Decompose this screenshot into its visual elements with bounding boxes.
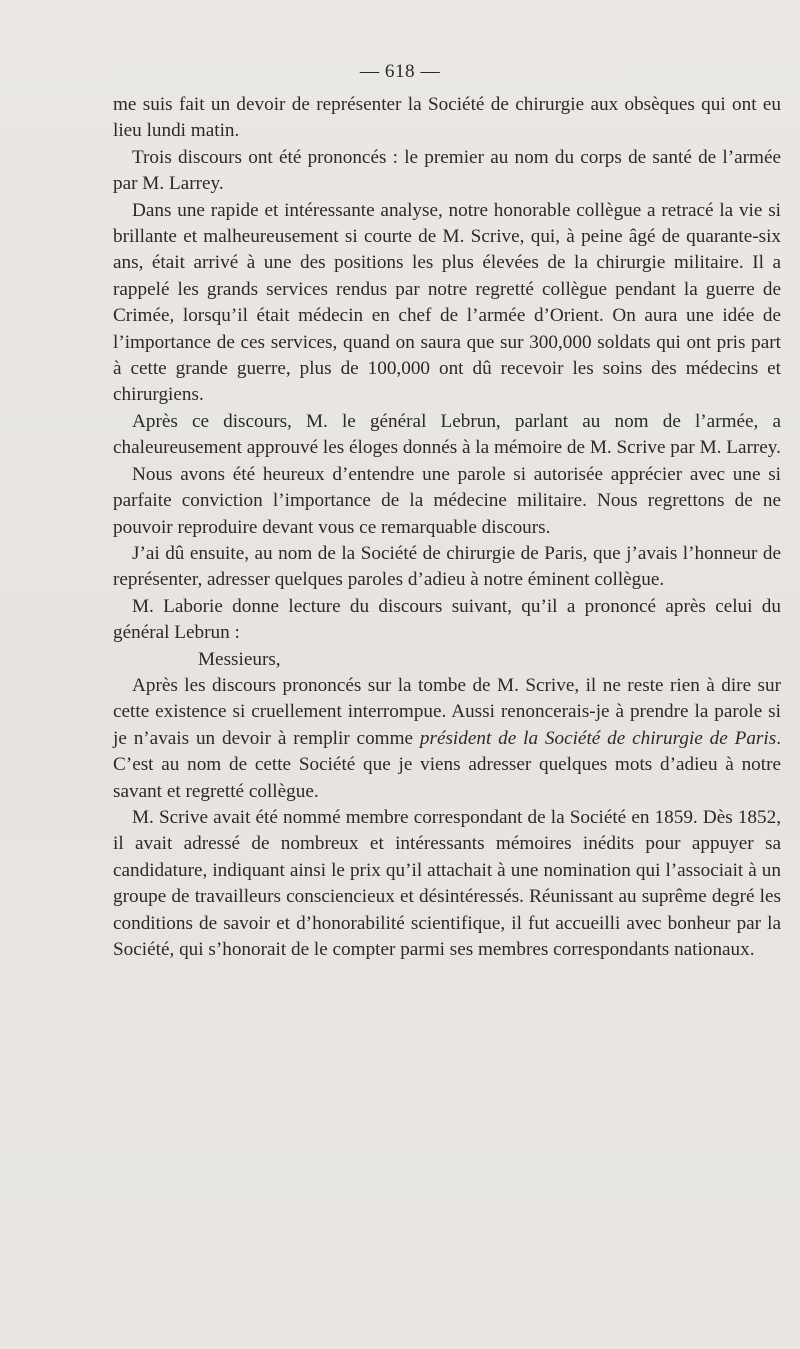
paragraph-8-text-start: Après les discours prononcés sur la tombe de M. Scrive, il ne reste rien à dire sur cette existence si cruellement interrompue. Aussi renoncerais-je à prendre la parole si je n’avais un devoir à remplir comme: [113, 674, 781, 749]
paragraph-9: M. Scrive avait été nommé membre correspondant de la Société en 1859. Dès 1852, il avait adressé de nombreux et intéressants mémoires inédits pour appuyer sa candidature, indiquant ainsi le prix qu’il attachait à une nomination qui l’associait à un groupe de travailleurs consciencieux et désintéressés. Réunissant au suprême degré les conditions de savoir et d’honorabilité scientifique, il fut accueilli avec bonheur par la Société, qui s’honorait de le compter parmi ses membres correspondants nationaux.: [113, 806, 781, 960]
text-column: [113, 92, 781, 963]
paragraph-1: me suis fait un devoir de représenter la Société de chirurgie aux obsèques qui ont eu lieu lundi matin.: [113, 94, 781, 142]
paragraph-8: [113, 673, 781, 805]
paragraph-8-italic-title: président de la Société de chirurgie de Paris: [419, 727, 777, 749]
paragraph-4: Après ce discours, M. le général Lebrun, parlant au nom de l’armée, a chaleureusement approuvé les éloges donnés à la mémoire de M. Scrive par M. Larrey.: [113, 410, 781, 459]
paragraph-3: Dans une rapide et intéressante analyse, notre honorable collègue a retracé la vie si brillante et malheureusement si courte de M. Scrive, qui, à peine âgé de quarante-six ans, était arrivé à une des positions les plus élevées de la chirurgie militaire. Il a rappelé les grands services rendus par notre regretté collègue pendant la guerre de Crimée, lorsqu’il était médecin en chef de l’armée d’Orient. On aura une idée de l’importance de ces services, quand on saura que sur 300,000 soldats qui ont pris part à cette grande guerre, plus de 100,000 ont dû recevoir les soins des médecins et chirurgiens.: [113, 199, 781, 406]
salutation: Messieurs,: [198, 648, 281, 670]
paragraph-8-text-end: . C’est au nom de cette Société que je viens adresser quelques mots d’adieu à notre savant et regretté collègue.: [113, 727, 781, 802]
paragraph-7: M. Laborie donne lecture du discours suivant, qu’il a prononcé après celui du général Lebrun :: [113, 595, 781, 644]
paragraph-6: J’ai dû ensuite, au nom de la Société de chirurgie de Paris, que j’avais l’honneur de représenter, adresser quelques paroles d’adieu à notre éminent collègue.: [113, 542, 781, 591]
paragraph-5: Nous avons été heureux d’entendre une parole si autorisée apprécier avec une si parfaite conviction l’importance de la médecine militaire. Nous regrettons de ne pouvoir reproduire devant vous ce remarquable discours.: [113, 463, 781, 538]
paragraph-2: Trois discours ont été prononcés : le premier au nom du corps de santé de l’armée par M. Larrey.: [113, 146, 781, 195]
page-number: — 618 —: [359, 61, 441, 82]
